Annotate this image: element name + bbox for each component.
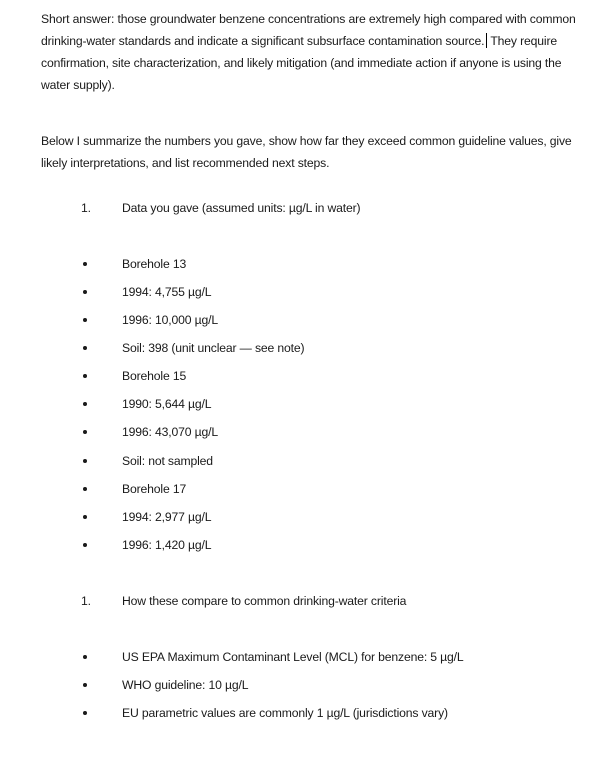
list-number: 1. [81,201,91,215]
list-item [0,703,606,723]
list-item-text: 1990: 5,644 µg/L [122,397,212,411]
list-item [0,422,606,442]
list-item [0,451,606,471]
bullet-icon [83,318,87,322]
list-item-text: Borehole 17 [122,482,187,496]
list-item-text: Borehole 13 [122,257,187,271]
bullet-icon [83,402,87,406]
summary-paragraph: Below I summarize the numbers you gave, show how far they exceed common guideline values, give likely interpretations, and list recommended next steps. [41,134,572,170]
list-item [0,394,606,414]
list-number: 1. [81,594,91,608]
bullet-icon [83,459,87,463]
bullet-icon [83,515,87,519]
list-item [0,675,606,695]
section-heading-data [0,198,606,218]
list-item-text: 1996: 43,070 µg/L [122,425,218,439]
section-heading-criteria [0,591,606,611]
bullet-icon [83,543,87,547]
bullet-icon [83,262,87,266]
list-item [0,507,606,527]
list-item [0,338,606,358]
list-item [0,254,606,274]
list-item [0,366,606,386]
bullet-icon [83,290,87,294]
list-item-text: Soil: not sampled [122,454,213,468]
bullet-icon [83,655,87,659]
section-title: How these compare to common drinking-water criteria [122,594,407,608]
bullet-icon [83,711,87,715]
section-title: Data you gave (assumed units: µg/L in water) [122,201,361,215]
list-item-text: Soil: 398 (unit unclear — see note) [122,341,305,355]
list-item-text: 1994: 2,977 µg/L [122,510,212,524]
bullet-icon [83,487,87,491]
list-item-text: EU parametric values are commonly 1 µg/L (jurisdictions vary) [122,706,448,720]
list-item-text: US EPA Maximum Contaminant Level (MCL) for benzene: 5 µg/L [122,650,464,664]
list-item [0,282,606,302]
intro-text: Short answer: those groundwater benzene concentrations are extremely high compared with common drinking-water standards and indicate a significant subsurface contamination source. [41,12,576,48]
intro-text-continued: They require confirmation, site characterization, and likely mitigation (and immediate action if anyone is using the water supply). [41,34,562,92]
list-item-text: Borehole 15 [122,369,187,383]
intro-paragraph[interactable] [41,8,581,96]
list-item [0,535,606,555]
list-item-text: 1996: 1,420 µg/L [122,538,212,552]
list-item [0,647,606,667]
bullet-icon [83,683,87,687]
bullet-icon [83,346,87,350]
list-item-text: WHO guideline: 10 µg/L [122,678,249,692]
list-item [0,479,606,499]
list-item-text: 1996: 10,000 µg/L [122,313,218,327]
bullet-icon [83,430,87,434]
list-item-text: 1994: 4,755 µg/L [122,285,212,299]
list-item [0,310,606,330]
bullet-icon [83,374,87,378]
